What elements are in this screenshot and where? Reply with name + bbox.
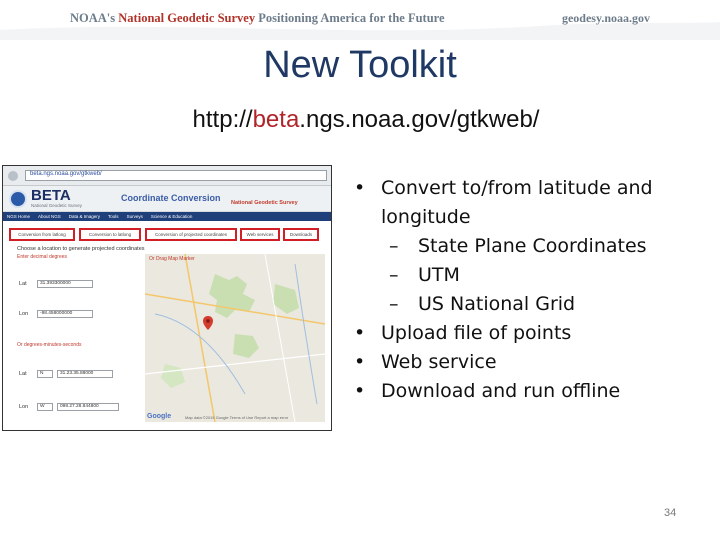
list-item [352,319,702,348]
menu-item: Tools [108,214,119,219]
coordinate-form [15,254,143,426]
url-prefix: http:// [192,106,253,133]
address-field [25,170,327,181]
list-item-text: Web service [381,351,497,373]
list-subitem [352,261,702,290]
banner-title [70,11,445,26]
lon-dms-label: Lon [19,404,29,410]
page-number: 34 [664,507,677,519]
beta-subtitle: National Geodetic Survey [31,203,83,208]
banner-tagline: Positioning America for the Future [258,11,445,25]
list-item [352,203,702,232]
url-suffix: .ngs.noaa.gov/gtkweb/ [299,106,540,133]
menu-item: Science & Education [150,214,193,219]
feature-list [352,174,702,406]
banner-site: geodesy.noaa.gov [561,11,650,25]
lon-label: Lon [19,311,29,317]
menu-item: NGS Home [7,214,31,219]
agency-name: National Geodetic Survey [231,200,298,206]
beta-brand: BETA [31,187,71,204]
coordinate-conversion-heading: Coordinate Conversion [121,193,221,203]
lat-field: 31.393300000 [37,280,93,288]
list-item-text: State Plane Coordinates [418,235,647,257]
bullet-icon: • [354,177,366,199]
list-subitem [352,290,702,319]
tool-tabs [3,224,331,242]
list-item-text: longitude [381,206,471,228]
list-item-text: UTM [418,264,460,286]
site-header [3,186,331,212]
menu-item: Surveys [126,214,143,219]
dms-hint: Or degrees-minutes-seconds [17,342,82,348]
map-panel [145,254,325,422]
map-footer: Map data ©2015 Google Terms of Use Report a map error [185,415,289,420]
address-text: beta.ngs.noaa.gov/gtkweb/ [30,171,102,177]
list-item-text: Convert to/from latitude and [381,177,653,199]
menu-item: Data & Imagery [68,214,101,219]
choose-location-text: Choose a location to generate projected coordinates [17,246,145,252]
lat-dms-label: Lat [19,371,27,377]
menu-item: About NGS [38,214,61,219]
dash-icon: – [389,235,399,257]
list-item [352,174,702,203]
back-icon [8,171,18,181]
lat-label: Lat [19,281,27,287]
lon-field: -98.458000000 [37,310,93,318]
tab-web-services: Web services [240,228,280,241]
tab-projected-coordinates: Conversion of projected coordinates [145,228,237,241]
list-item-text: Upload file of points [381,322,572,344]
toolkit-url [0,106,720,134]
lat-direction-select: N [37,370,53,378]
drag-map-label: Or Drag Map Marker [149,256,195,262]
toolkit-screenshot [2,165,332,431]
dash-icon: – [389,264,399,286]
site-menu [3,212,331,221]
url-highlight: beta [252,106,300,133]
tab-conversion-from-latlong: Conversion from latlong [9,228,75,241]
banner-ngs: National Geodetic Survey [118,11,256,25]
list-item-text: US National Grid [418,293,576,315]
noaa-logo-icon [9,190,27,208]
slide-title: New Toolkit [263,44,457,86]
header-banner [0,0,720,40]
lat-dms-field: 31.23.35.88000 [57,370,113,378]
map-marker-icon [203,316,213,330]
browser-address-bar [3,166,331,186]
bullet-icon: • [354,322,366,344]
bullet-icon: • [354,380,366,402]
google-logo: Google [147,413,172,420]
banner-noaas: NOAA's [70,11,116,25]
list-item [352,377,702,406]
lon-direction-select: W [37,403,53,411]
dash-icon: – [389,293,399,315]
enter-decimal-label: Enter decimal degrees [17,254,68,260]
tab-conversion-to-latlong: Conversion to latlong [79,228,141,241]
bullet-icon: • [354,351,366,373]
tab-downloads: Downloads [283,228,319,241]
list-subitem [352,232,702,261]
list-item-text: Download and run offline [381,380,621,402]
lon-dms-field: 098.27.28.844800 [57,403,119,411]
list-item [352,348,702,377]
map-graphic [145,254,325,422]
